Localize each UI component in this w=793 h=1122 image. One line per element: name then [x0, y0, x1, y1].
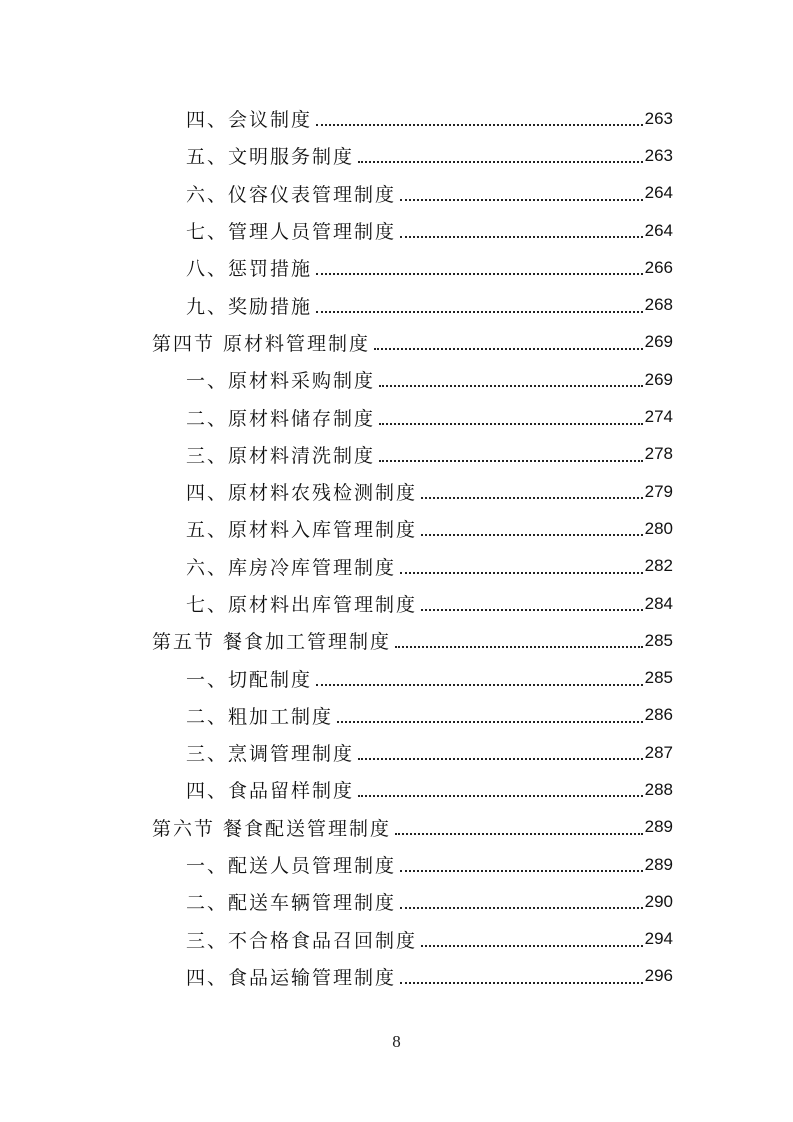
- toc-entry-page-number: 280: [644, 518, 673, 538]
- dot-leader: [421, 533, 643, 536]
- toc-entry-title: 四、食品留样制度: [186, 780, 355, 803]
- toc-entry-page-number: 289: [644, 817, 673, 837]
- dot-leader: [400, 198, 643, 201]
- dot-leader: [400, 869, 643, 872]
- toc-entry[interactable]: [0, 100, 793, 137]
- toc-entry-title: 九、奖励措施: [186, 295, 313, 318]
- toc-entry[interactable]: [0, 771, 793, 808]
- toc-entry-page-number: 274: [644, 407, 673, 427]
- toc-entry-page-number: 266: [644, 257, 673, 277]
- toc-entry[interactable]: [0, 473, 793, 510]
- toc-entry[interactable]: [0, 697, 793, 734]
- toc-entry[interactable]: [0, 548, 793, 585]
- toc-entry[interactable]: [0, 510, 793, 547]
- toc-entry-title: 一、原材料采购制度: [186, 370, 376, 393]
- toc-entry-title: 第五节 餐食加工管理制度: [152, 631, 392, 654]
- toc-entry-title: 六、库房冷库管理制度: [186, 556, 397, 579]
- dot-leader: [374, 347, 643, 350]
- dot-leader: [379, 459, 643, 462]
- dot-leader: [395, 832, 643, 835]
- toc-entry-title: 二、粗加工制度: [186, 705, 334, 728]
- toc-entry[interactable]: [0, 921, 793, 958]
- toc-entry-title: 四、食品运输管理制度: [186, 966, 397, 989]
- toc-entry-page-number: 284: [644, 593, 673, 613]
- dot-leader: [395, 645, 643, 648]
- toc-entry-page-number: 285: [644, 668, 673, 688]
- toc-entry-title: 七、管理人员管理制度: [186, 221, 397, 244]
- toc-entry-title: 二、配送车辆管理制度: [186, 892, 397, 915]
- dot-leader: [316, 310, 643, 313]
- toc-entry-page-number: 269: [644, 332, 673, 352]
- dot-leader: [337, 720, 643, 723]
- toc-entry-title: 三、烹调管理制度: [186, 743, 355, 766]
- table-of-contents: [0, 100, 793, 995]
- toc-entry[interactable]: [0, 958, 793, 995]
- dot-leader: [421, 496, 643, 499]
- toc-entry-page-number: 296: [644, 966, 673, 986]
- dot-leader: [400, 235, 643, 238]
- toc-entry[interactable]: [0, 137, 793, 174]
- toc-entry-page-number: 278: [644, 444, 673, 464]
- toc-entry-page-number: 268: [644, 295, 673, 315]
- dot-leader: [358, 794, 643, 797]
- dot-leader: [316, 683, 643, 686]
- toc-entry-page-number: 290: [644, 891, 673, 911]
- toc-entry[interactable]: [0, 212, 793, 249]
- toc-entry-title: 二、原材料储存制度: [186, 407, 376, 430]
- toc-entry[interactable]: [0, 585, 793, 622]
- toc-entry-page-number: 282: [644, 556, 673, 576]
- toc-entry[interactable]: [0, 398, 793, 435]
- toc-entry-title: 第四节 原材料管理制度: [152, 332, 371, 355]
- toc-entry[interactable]: [0, 846, 793, 883]
- toc-entry-page-number: 279: [644, 481, 673, 501]
- toc-entry-page-number: 288: [644, 779, 673, 799]
- dot-leader: [400, 571, 643, 574]
- dot-leader: [400, 981, 643, 984]
- toc-entry-page-number: 294: [644, 929, 673, 949]
- toc-entry-title: 五、文明服务制度: [186, 146, 355, 169]
- toc-entry-page-number: 286: [644, 705, 673, 725]
- dot-leader: [316, 272, 643, 275]
- dot-leader: [379, 422, 643, 425]
- dot-leader: [421, 608, 643, 611]
- toc-entry-title: 八、惩罚措施: [186, 258, 313, 281]
- toc-entry[interactable]: [0, 361, 793, 398]
- toc-entry-page-number: 264: [644, 183, 673, 203]
- toc-entry-page-number: 269: [644, 369, 673, 389]
- dot-leader: [358, 757, 643, 760]
- toc-section-entry[interactable]: [0, 622, 793, 659]
- toc-entry-title: 一、配送人员管理制度: [186, 855, 397, 878]
- toc-entry-title: 一、切配制度: [186, 668, 313, 691]
- dot-leader: [421, 944, 643, 947]
- dot-leader: [316, 123, 643, 126]
- toc-entry-title: 四、会议制度: [186, 109, 313, 132]
- toc-entry-title: 三、原材料清洗制度: [186, 444, 376, 467]
- toc-entry-page-number: 264: [644, 220, 673, 240]
- toc-entry[interactable]: [0, 436, 793, 473]
- toc-section-entry[interactable]: [0, 324, 793, 361]
- toc-entry-page-number: 263: [644, 145, 673, 165]
- toc-entry[interactable]: [0, 659, 793, 696]
- toc-entry[interactable]: [0, 249, 793, 286]
- toc-section-entry[interactable]: [0, 809, 793, 846]
- toc-entry[interactable]: [0, 883, 793, 920]
- toc-entry-page-number: 289: [644, 854, 673, 874]
- toc-entry-page-number: 263: [644, 108, 673, 128]
- toc-entry-page-number: 287: [644, 742, 673, 762]
- toc-entry-title: 第六节 餐食配送管理制度: [152, 817, 392, 840]
- toc-entry[interactable]: [0, 286, 793, 323]
- toc-entry-title: 七、原材料出库管理制度: [186, 594, 418, 616]
- toc-entry[interactable]: [0, 734, 793, 771]
- toc-entry-page-number: 285: [644, 630, 673, 650]
- toc-entry-title: 五、原材料入库管理制度: [186, 519, 418, 542]
- toc-entry[interactable]: [0, 175, 793, 212]
- dot-leader: [358, 160, 643, 163]
- toc-entry-title: 六、仪容仪表管理制度: [186, 183, 397, 206]
- toc-entry-title: 四、原材料农残检测制度: [186, 482, 418, 505]
- dot-leader: [400, 906, 643, 909]
- toc-entry-title: 三、不合格食品召回制度: [186, 929, 418, 952]
- dot-leader: [379, 384, 643, 387]
- page-number: 8: [392, 1032, 401, 1051]
